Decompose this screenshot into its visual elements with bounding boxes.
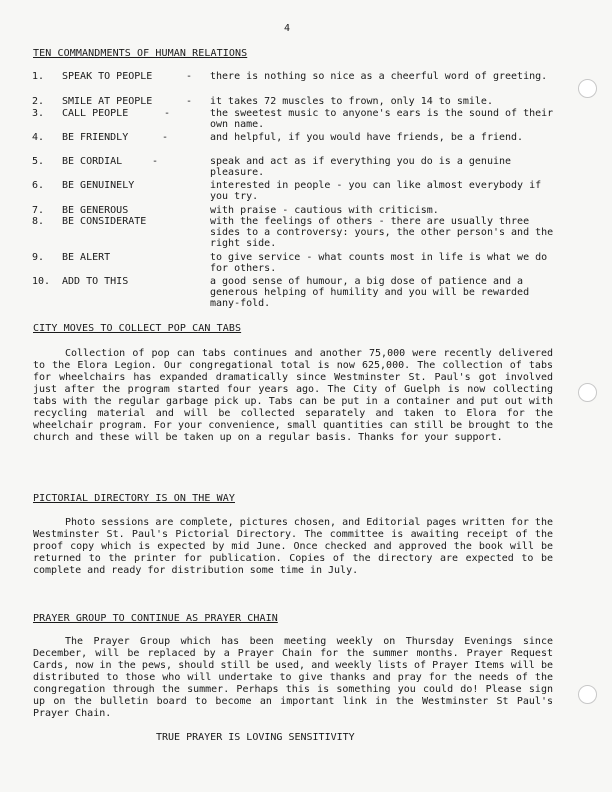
directory-heading: PICTORIAL DIRECTORY IS ON THE WAY [33,493,235,504]
commandment-dash: - [152,156,159,167]
commandment-number: 2. [32,96,45,107]
prayer-closing-line: TRUE PRAYER IS LOVING SENSITIVITY [156,732,355,743]
commandment-name: BE ALERT [62,252,111,263]
commandment-description: the sweetest music to anyone's ears is the sound of their own name. [210,108,554,130]
commandment-description: with praise - cautious with criticism. [210,205,439,216]
punch-hole-top [578,79,597,98]
commandment-number: 1. [32,71,45,82]
commandment-name: SMILE AT PEOPLE [62,96,153,107]
commandment-description: with the feelings of others - there are usually three sides to a controversy: yours, the other person's and the right side. [210,216,554,249]
commandment-number: 6. [32,180,45,191]
commandment-number: 9. [32,252,45,263]
commandment-dash: - [186,71,193,82]
commandment-dash: - [164,108,171,119]
punch-hole-bottom [578,685,597,704]
commandment-number: 4. [32,132,45,143]
commandment-description: there is nothing so nice as a cheerful word of greeting. [210,71,548,82]
commandment-dash: - [186,96,193,107]
pop-tabs-heading: CITY MOVES TO COLLECT POP CAN TABS [33,323,242,334]
commandment-description: it takes 72 muscles to frown, only 14 to smile. [210,96,493,107]
commandment-name: BE GENEROUS [62,205,129,216]
punch-hole-middle [578,383,597,402]
commandment-description: interested in people - you can like almost everybody if you try. [210,180,542,202]
page-number: 4 [284,23,291,34]
commandment-name: BE CORDIAL [62,156,123,167]
commandment-name: SPEAK TO PEOPLE [62,71,153,82]
commandment-description: speak and act as if everything you do is a genuine pleasure. [210,156,512,178]
commandment-description: and helpful, if you would have friends, be a friend. [210,132,524,143]
pop-tabs-paragraph: Collection of pop can tabs continues and another 75,000 were recently delivered to the Elora Legion. Our congregational total is now 625,000. The collection of tabs for wheelchairs has expanded dramatically since Westminster St. Paul's got involved just after the program started four years ago. The City of Guelph is now collecting tabs with the regular garbage pick up. Tabs can be put in a container and put out with recycling material and will be collected separately and taken to Elora for the wheelchair program. For your convenience, small quantities can still be brought to the church and these will be taken up on a regular basis. Thanks for your support. [33,348,553,443]
commandment-name: CALL PEOPLE [62,108,129,119]
commandment-name: BE CONSIDERATE [62,216,147,227]
commandment-description: to give service - what counts most in life is what we do for others. [210,252,548,274]
commandment-description: a good sense of humour, a big dose of patience and a generous helping of humility and you will be rewarded many-fold. [210,276,530,309]
commandment-name: BE GENUINELY [62,180,135,191]
commandment-number: 10. [32,276,51,287]
commandment-number: 8. [32,216,45,227]
commandment-number: 5. [32,156,45,167]
commandment-dash: - [162,132,169,143]
prayer-paragraph: The Prayer Group which has been meeting weekly on Thursday Evenings since December, will be replaced by a Prayer Chain for the summer months. Prayer Request Cards, now in the pews, should still be used, and weekly lists of Prayer Items will be distributed to those who will undertake to give thanks and pray for the needs of the congregation through the summer. Perhaps this is something you could do! Please sign up on the bulletin board to become an important link in the Westminster St Paul's Prayer Chain. [33,636,553,719]
prayer-heading: PRAYER GROUP TO CONTINUE AS PRAYER CHAIN [33,613,278,624]
commandment-name: ADD TO THIS [62,276,129,287]
commandment-number: 3. [32,108,45,119]
commandments-heading: TEN COMMANDMENTS OF HUMAN RELATIONS [33,48,248,59]
commandment-number: 7. [32,205,45,216]
commandment-name: BE FRIENDLY [62,132,129,143]
directory-paragraph: Photo sessions are complete, pictures chosen, and Editorial pages written for the Westminster St. Paul's Pictorial Directory. The committee is awaiting receipt of the proof copy which is expected by mid June. Once checked and approved the book will be returned to the printer for publication. Copies of the directory are expected to be complete and ready for distribution some time in July. [33,517,553,576]
